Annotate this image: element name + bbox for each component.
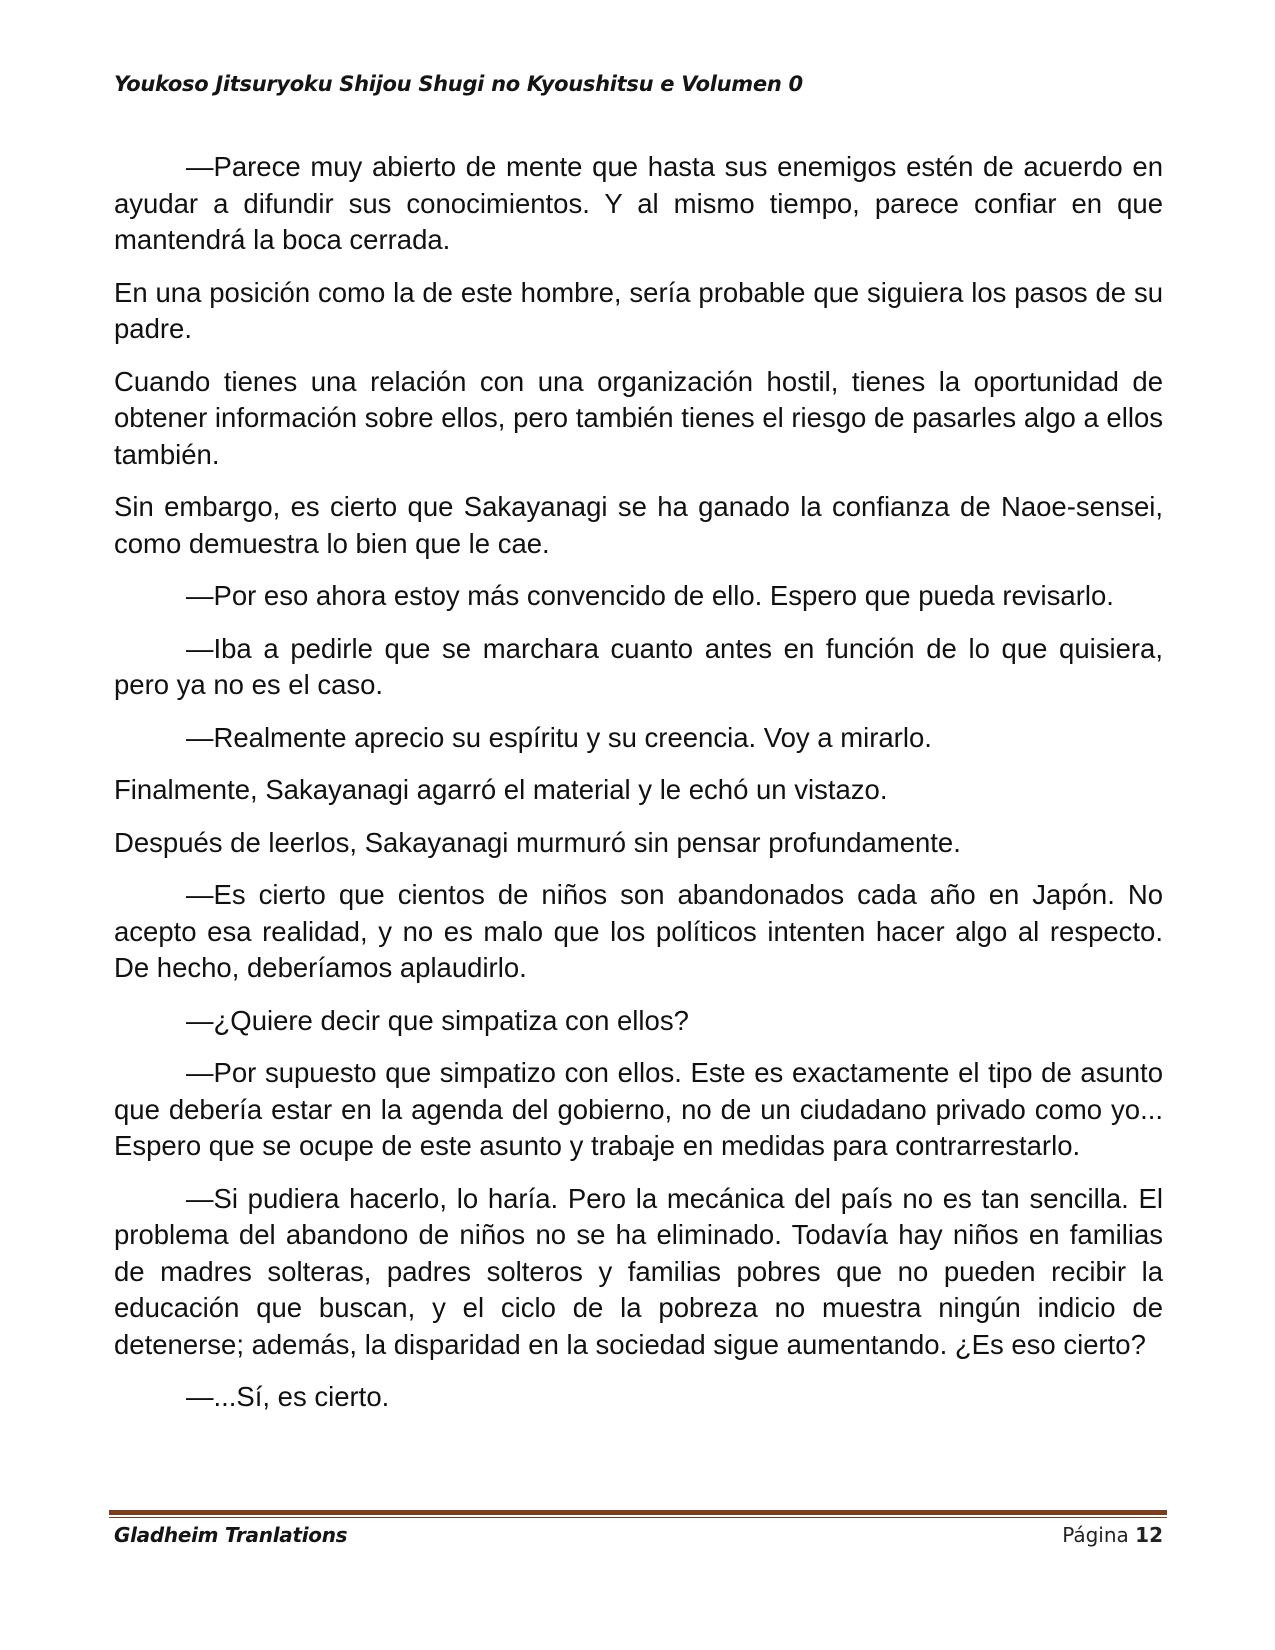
paragraph: —Realmente aprecio su espíritu y su creencia. Voy a mirarlo. [186,721,932,753]
footer-page-indicator [1062,1523,1163,1547]
page-label: Página [1062,1523,1129,1547]
paragraph: Sin embargo, es cierto que Sakayanagi se ha ganado la confianza de Naoe-sensei, como demuestra lo bien que le cae. [114,491,1163,559]
paragraph: —Por eso ahora estoy más convencido de ello. Espero que pueda revisarlo. [186,580,1114,611]
paragraph: En una posición como la de este hombre, sería probable que siguiera los pasos de su padre. [114,276,1163,344]
page-header-title: Youkoso Jitsuryoku Shijou Shugi no Kyoushitsu e Volumen 0 [114,72,803,96]
footer-divider-thick [109,1510,1167,1515]
paragraph: —Parece muy abierto de mente que hasta sus enemigos estén de acuerdo en ayudar a difundir sus conocimientos. Y al mismo tiempo, parece confiar en que mantendrá la boca cerrada. [114,151,1163,255]
page-number: 12 [1135,1523,1163,1547]
body-text [114,149,1163,1432]
paragraph: Finalmente, Sakayanagi agarró el material y le echó un vistazo. [114,774,888,805]
footer-divider-thin [109,1517,1167,1518]
paragraph: —...Sí, es cierto. [186,1381,390,1412]
footer-divider [109,1510,1167,1519]
paragraph: Cuando tienes una relación con una organización hostil, tienes la oportunidad de obtener información sobre ellos, pero también tienes el riesgo de pasarles algo a ellos también. [114,365,1163,470]
paragraph: —Si pudiera hacerlo, lo haría. Pero la mecánica del país no es tan sencilla. El problema del abandono de niños no se ha eliminado. Todavía hay niños en familias de madres solteras, padres solteros y familias pobres que no pueden recibir la educación que buscan, y el ciclo de la pobreza no muestra ningún indicio de detenerse; además, la disparidad en la sociedad sigue aumentando. ¿Es eso cierto? [114,1182,1163,1360]
paragraph: Después de leerlos, Sakayanagi murmuró sin pensar profundamente. [114,826,961,858]
paragraph: —Iba a pedirle que se marchara cuanto antes en función de lo que quisiera, pero ya no es el caso. [114,632,1163,700]
paragraph: —¿Quiere decir que simpatiza con ellos? [186,1004,689,1036]
footer-credit: Gladheim Tranlations [114,1523,348,1547]
paragraph: —Por supuesto que simpatizo con ellos. Este es exactamente el tipo de asunto que debería estar en la agenda del gobierno, no de un ciudadano privado como yo... Espero que se ocupe de este asunto y trabaje en medidas para contrarrestarlo. [114,1057,1163,1161]
paragraph: —Es cierto que cientos de niños son abandonados cada año en Japón. No acepto esa realidad, y no es malo que los políticos intenten hacer algo al respecto. De hecho, deberíamos aplaudirlo. [114,879,1163,983]
